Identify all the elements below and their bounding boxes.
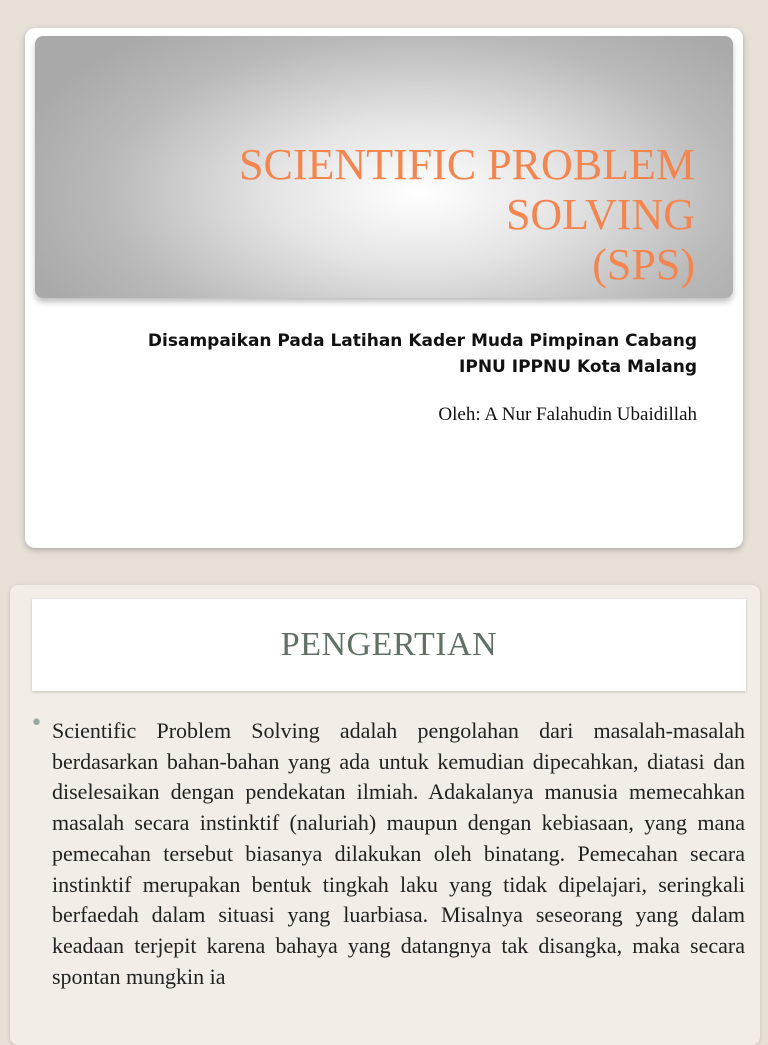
subtitle-line: Disampaikan Pada Latihan Kader Muda Pimpinan Cabang <box>147 331 697 351</box>
title-band <box>35 36 733 298</box>
author-line: Oleh: A Nur Falahudin Ubaidillah <box>438 404 697 425</box>
content-slide <box>10 585 760 1045</box>
slide-heading: PENGERTIAN <box>280 626 498 663</box>
slide-subtitle <box>57 328 697 380</box>
subtitle-line: IPNU IPPNU Kota Malang <box>459 357 697 377</box>
title-line: SOLVING <box>505 190 695 239</box>
slide-title <box>95 140 695 290</box>
title-slide <box>25 28 743 548</box>
bullet-text: Scientific Problem Solving adalah pengolahan dari masalah-masalah berdasarkan bahan-bahan yang ada untuk kemudian dipecahkan, diatasi dan diselesaikan dengan pendekatan ilmiah. Adakalanya manusia memecahkan masalah secara instinktif (naluriah) maupun dengan kebiasaan, yang mana pemecahan tersebut biasanya dilakukan oleh binatang. Pemecahan secara instinktif merupakan bentuk tingkah laku yang tidak dipelajari, seringkali berfaedah dalam situasi yang luarbiasa. Misalnya seseorang yang dalam keadaan terjepit karena bahaya yang datangnya tak disangka, maka secara spontan mungkin ia <box>52 718 745 989</box>
heading-box <box>32 599 746 691</box>
title-line: (SPS) <box>592 240 695 289</box>
title-line: SCIENTIFIC PROBLEM <box>239 140 695 189</box>
bullet-icon: • <box>30 711 43 736</box>
